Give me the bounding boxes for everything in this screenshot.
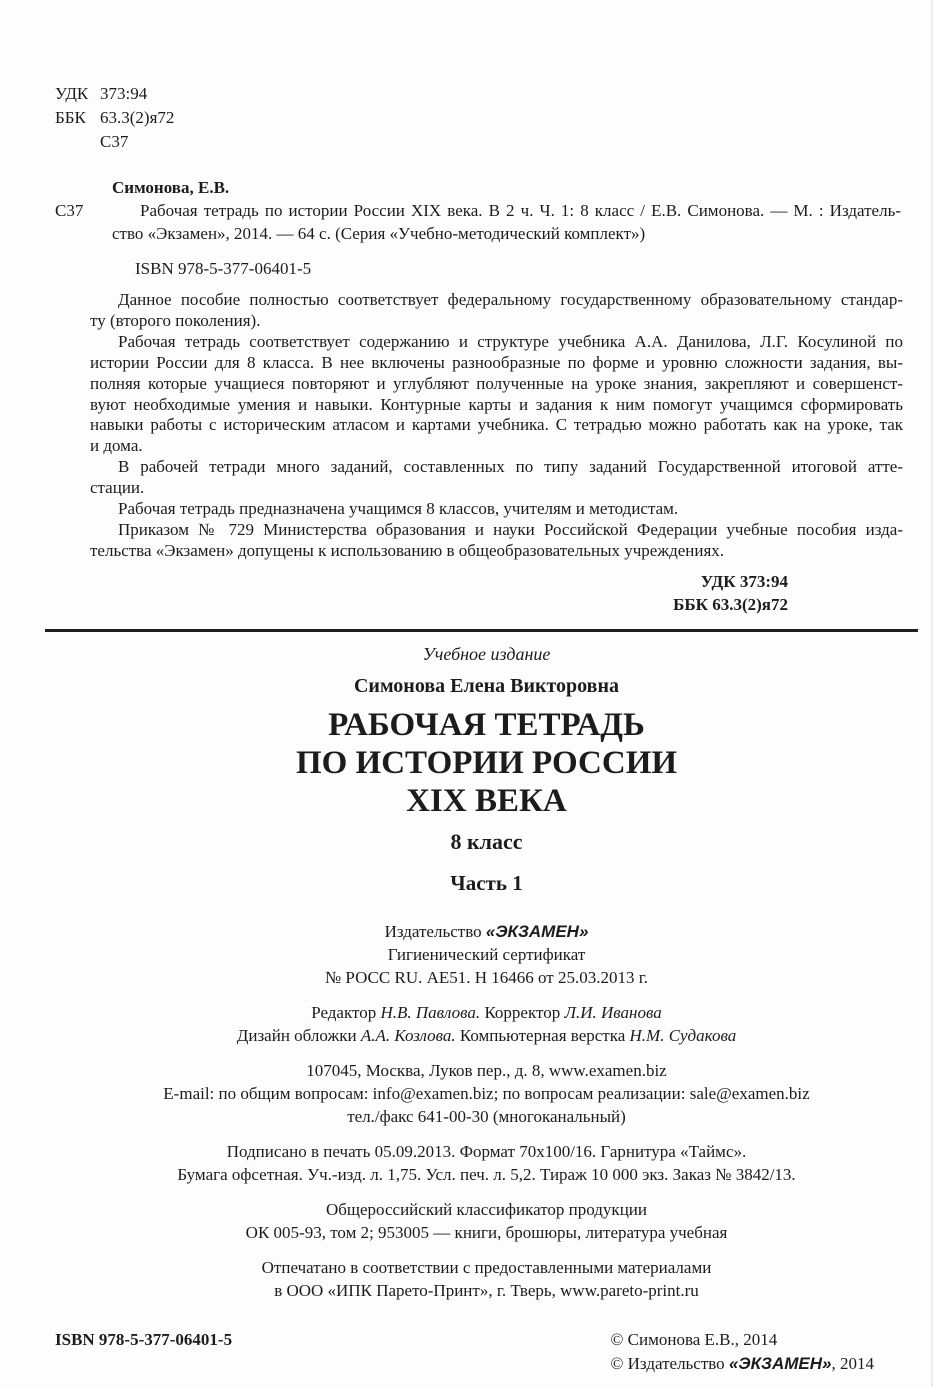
entry-author: Симонова, Е.В. [112,178,230,197]
isbn-top: ISBN 978-5-377-06401-5 [135,259,312,278]
annotation-paragraph-1 [90,290,903,332]
text-run: , 2014 [831,1353,874,1373]
design-line [42,1024,931,1047]
text-line: Данное пособие полностью соответствует федеральному государственному образовательному стандар- [118,290,903,309]
email-line: E-mail: по общим вопросам: info@examen.biz; по вопросам реализации: sale@examen.biz [163,1083,810,1103]
grade-label: 8 класс [450,828,523,854]
publisher-group [42,920,931,989]
classifier-line-1: Общероссийский классификатор продукции [326,1199,647,1219]
text-line: истории России для 8 класса. В нее включены разнообразные по форме и уровню сложности задания, вы- [90,352,903,372]
annotation-paragraph-5 [90,520,903,562]
text-line: и дома. [90,436,143,456]
print-info-line-1: Подписано в печать 05.09.2013. Формат 70х100/16. Гарнитура «Таймс». [226,1141,747,1161]
annotation-paragraph-4 [90,499,903,520]
bbk-value: 63.3(2)я72 [100,108,175,127]
copyright-publisher [610,1352,874,1376]
phone-line: тел./факс 641-00-30 (многоканальный) [347,1106,626,1126]
bibliographic-description [112,199,901,245]
printed-at-group [42,1256,931,1302]
text-run: Редактор [311,1002,381,1022]
footer-row [55,1328,874,1376]
printing-group [42,1140,931,1186]
annotation-paragraph-3 [90,457,903,499]
staff-group [42,1001,931,1047]
bibliographic-entry [0,176,931,280]
udk-label: УДК [55,84,89,103]
text-line: В рабочей тетради много заданий, составленных по типу заданий Государственной итоговой атте- [118,457,903,477]
text-line: навыки работы с историческим атласом и картами учебника. С тетрадью можно работать как на уроке, так [90,415,903,435]
divider-rule [45,629,918,632]
part-label: Часть 1 [450,870,523,895]
author-full-name: Симонова Елена Викторовна [353,674,619,697]
annotation-block [90,290,903,562]
catalog-codes-right [0,570,931,616]
copyright-author: © Симонова Е.В., 2014 [610,1329,778,1349]
classifier-line-2: ОК 005-93, том 2; 953005 — книги, брошюры, литература учебная [245,1222,728,1242]
text-run: Н.М. Судакова [629,1025,737,1045]
classifier-group [42,1198,931,1244]
udk-code-right: УДК 373:94 [700,571,788,591]
text-line: ство «Экзамен», 2014. — 64 с. (Серия «Учебно-методический комплект») [112,224,646,243]
bbk-code-right: ББК 63.3(2)я72 [673,594,788,614]
publisher-line [42,920,931,943]
book-title-line-2: ПО ИСТОРИИ РОССИИ [295,744,678,781]
text-line: тельства «Экзамен» допущены к использованию в общеобразовательных учреждениях. [90,540,725,560]
text-run: Издательство [384,921,486,941]
text-line: полняя которые учащиеся повторяют и углубляют полученные на уроке знания, закрепляют и совершенст- [90,373,903,393]
udk-code-top [55,82,931,106]
isbn-bottom: ISBN 978-5-377-06401-5 [55,1329,233,1349]
entry-code: С37 [55,201,84,220]
text-run: «ЭКЗАМЕН» [485,921,589,941]
udk-value: 373:94 [100,84,148,103]
text-run: «ЭКЗАМЕН» [728,1353,832,1373]
printed-at-line-1: Отпечатано в соответствии с предоставленными материалами [261,1257,712,1277]
copyright-block [610,1328,874,1376]
editor-line [42,1001,931,1024]
print-info-line-2: Бумага офсетная. Уч.-изд. л. 1,75. Усл. печ. л. 5,2. Тираж 10 000 экз. Заказ № 3842/13. [177,1164,796,1184]
text-line: Приказом № 729 Министерства образования и науки Российской Федерации учебные пособия изда- [118,519,903,539]
text-line: Рабочая тетрадь соответствует содержанию и структуре учебника А.А. Данилова, Л.Г. Косулиной по [118,331,903,351]
text-run: Л.И. Иванова [564,1002,662,1022]
text-run: Компьютерная верстка [455,1025,630,1045]
bbk-code-top [55,106,931,130]
text-line: Рабочая тетрадь предназначена учащимся 8 классов, учителям и методистам. [118,499,679,519]
entry-body [112,176,901,280]
author-sign-value: С37 [100,132,129,151]
text-run: © Издательство [610,1353,729,1373]
text-run: А.А. Козлова. [360,1025,456,1045]
address-line: 107045, Москва, Луков пер., д. 8, www.examen.biz [306,1060,667,1080]
bbk-label: ББК [55,108,86,127]
book-title [42,706,931,820]
book-title-line-3: XIX ВЕКА [406,782,567,819]
annotation-paragraph-2 [90,332,903,457]
certificate-number: № РОСС RU. АЕ51. Н 16466 от 25.03.2013 г. [324,967,649,987]
text-run: Корректор [480,1002,565,1022]
text-run: Дизайн обложки [236,1025,361,1045]
text-line: ту (второго поколения). [90,310,261,330]
certificate-line: Гигиенический сертификат [387,944,586,964]
title-and-imprint-column [0,644,931,1302]
text-line: стации. [90,478,145,498]
book-title-line-1: РАБОЧАЯ ТЕТРАДЬ [328,706,645,743]
contacts-group [42,1059,931,1128]
author-sign-code [55,130,931,154]
catalog-codes-top [55,0,931,154]
text-run: Н.В. Павлова. [380,1002,481,1022]
edition-type: Учебное издание [422,643,551,664]
text-line: вуют необходимые умения и навыки. Контурные карты и задания к ним помогут учащимся сформировать [90,394,903,414]
printed-at-line-2: в ООО «ИПК Парето-Принт», г. Тверь, www.pareto-print.ru [274,1280,699,1300]
text-line: Рабочая тетрадь по истории России XIX века. В 2 ч. Ч. 1: 8 класс / Е.В. Симонова. — М. : Издатель- [140,201,901,220]
